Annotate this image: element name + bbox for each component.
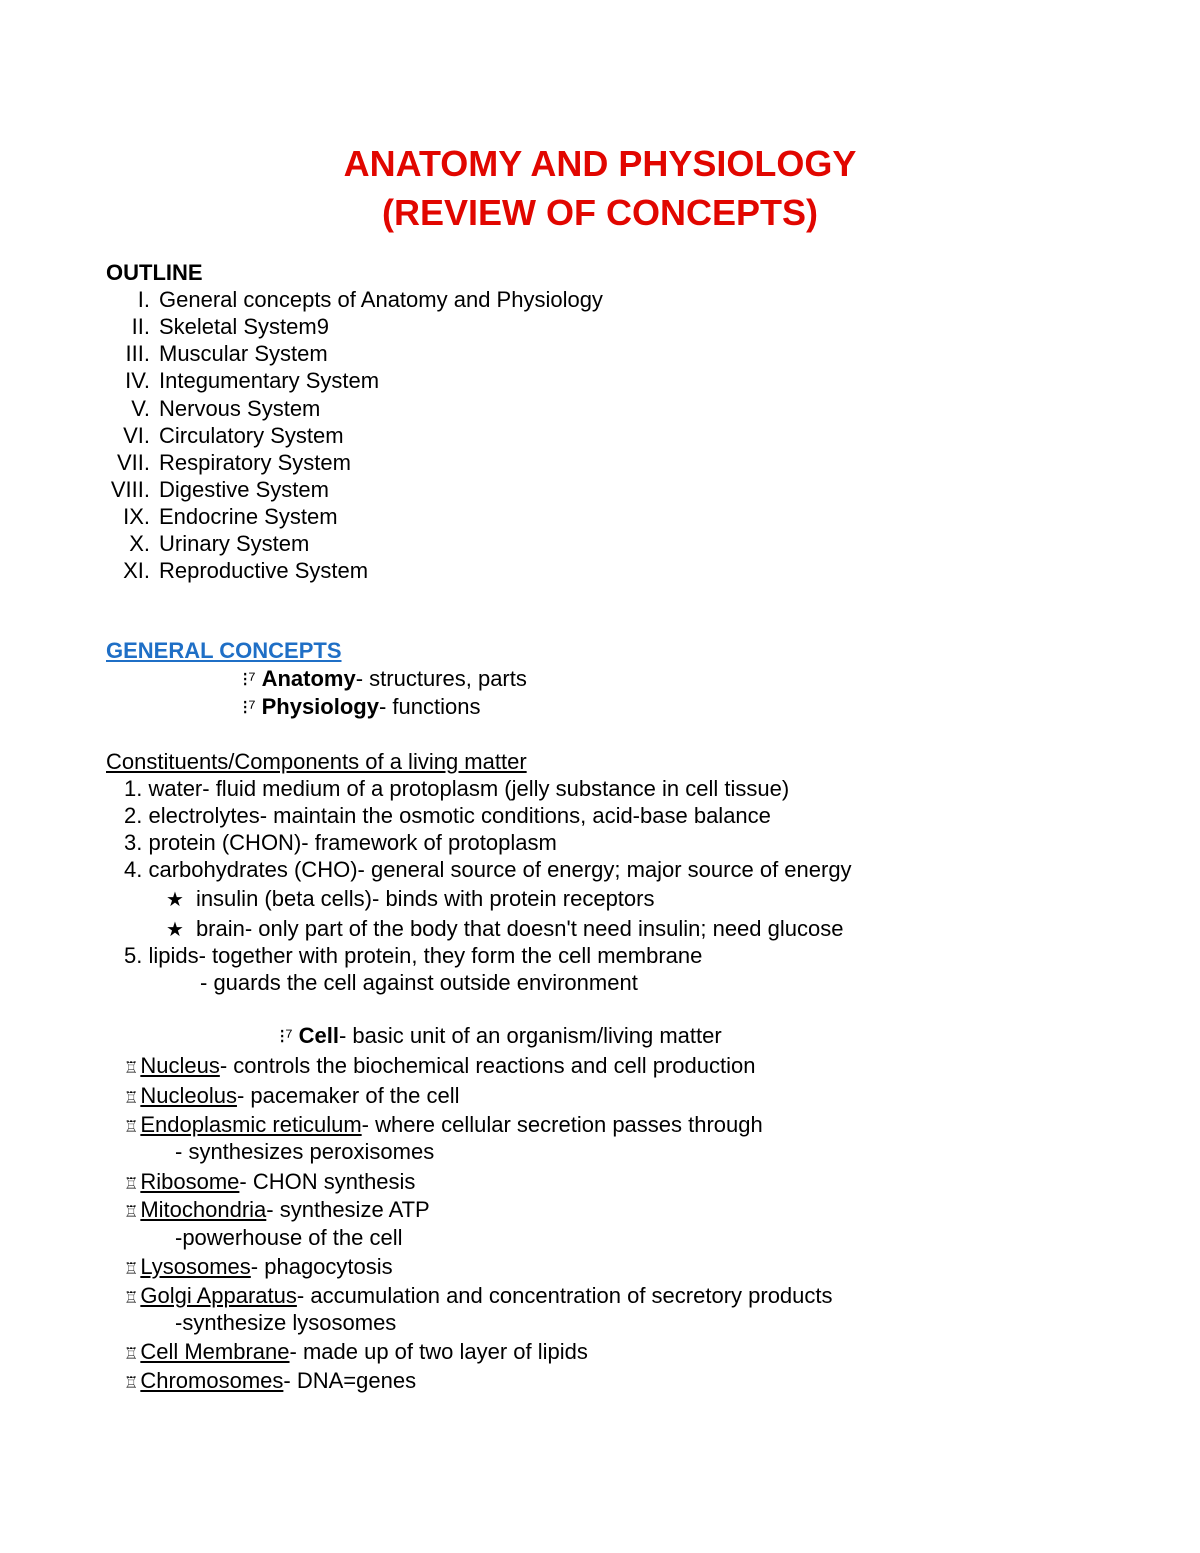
organelle-term: Endoplasmic reticulum xyxy=(140,1112,362,1137)
outline-item-number: XI. xyxy=(123,558,150,583)
organelle-term: Mitochondria xyxy=(140,1197,267,1222)
organelle-term: Nucleolus xyxy=(140,1083,237,1108)
organelle-def: - accumulation and concentration of secretory products xyxy=(296,1283,833,1308)
organelle-item xyxy=(124,1083,460,1112)
organelle-sub: - synthesizes peroxisomes xyxy=(175,1139,435,1164)
organelle-bullet-icon: ♖ xyxy=(124,1060,139,1077)
outline-item-text: Circulatory System xyxy=(159,423,344,448)
organelle-bullet-icon: ♖ xyxy=(124,1261,139,1278)
organelle-bullet-icon: ♖ xyxy=(124,1090,139,1107)
cell-def: - basic unit of an organism/living matter xyxy=(338,1023,722,1048)
constituent-lipids: 5. lipids- together with protein, they form the cell membrane xyxy=(124,943,703,968)
constituents-heading: Constituents/Components of a living matter xyxy=(106,749,527,774)
organelle-bullet-icon: ♖ xyxy=(124,1346,139,1363)
organelle-bullet-icon: ♖ xyxy=(124,1119,139,1136)
cell-term: Cell xyxy=(298,1023,339,1048)
bullet-icon: ⁝⁷ xyxy=(279,1026,293,1048)
organelle-bullet-icon: ♖ xyxy=(124,1204,139,1221)
cell-definition xyxy=(279,1023,722,1050)
outline-item-text: Reproductive System xyxy=(159,558,369,583)
organelle-def: - synthesize ATP xyxy=(266,1197,430,1222)
organelle-bullet-icon: ♖ xyxy=(124,1375,139,1392)
document-title-line2: (REVIEW OF CONCEPTS) xyxy=(381,192,818,233)
anatomy-term: Anatomy xyxy=(261,666,356,691)
outline-item-number: IX. xyxy=(123,504,150,529)
organelle-term: Nucleus xyxy=(140,1053,220,1078)
organelle-term: Ribosome xyxy=(140,1169,240,1194)
outline-item-text: Digestive System xyxy=(159,477,329,502)
organelle-item xyxy=(124,1368,416,1397)
constituent-lipids-sub: - guards the cell against outside environment xyxy=(200,970,638,995)
bullet-icon: ⁝⁷ xyxy=(242,669,256,691)
organelle-sub: -synthesize lysosomes xyxy=(175,1310,397,1335)
physiology-term: Physiology xyxy=(261,694,379,719)
star-item: ★ insulin (beta cells)- binds with protein receptors xyxy=(166,886,655,911)
physiology-definition xyxy=(242,694,480,721)
outline-item-text: Urinary System xyxy=(159,531,310,556)
constituent-item: 1. water- fluid medium of a protoplasm (jelly substance in cell tissue) xyxy=(124,776,790,801)
organelle-bullet-icon: ♖ xyxy=(124,1176,139,1193)
outline-item-number: VII. xyxy=(116,450,150,475)
outline-item-number: IV. xyxy=(125,368,150,393)
physiology-def: - functions xyxy=(378,694,481,719)
organelle-sub: -powerhouse of the cell xyxy=(175,1225,403,1250)
organelle-item xyxy=(124,1112,763,1141)
outline-item-text: Respiratory System xyxy=(159,450,351,475)
organelle-term: Chromosomes xyxy=(140,1368,284,1393)
organelle-def: - DNA=genes xyxy=(283,1368,417,1393)
outline-item-number: VIII. xyxy=(110,477,150,502)
outline-item-number: X. xyxy=(129,531,150,556)
star-icon: ★ xyxy=(166,919,184,941)
outline-item-number: V. xyxy=(131,396,150,421)
outline-item-text: Nervous System xyxy=(159,396,321,421)
constituent-item: 4. carbohydrates (CHO)- general source of energy; major source of energy xyxy=(124,857,852,882)
document-title-line1: ANATOMY AND PHYSIOLOGY xyxy=(343,143,857,184)
outline-item-text: General concepts of Anatomy and Physiology xyxy=(159,287,603,312)
outline-item-number: I. xyxy=(137,287,150,312)
organelle-item xyxy=(124,1254,393,1283)
bullet-icon: ⁝⁷ xyxy=(242,697,256,719)
organelle-item xyxy=(124,1339,588,1368)
star-item: ★ brain- only part of the body that doesn't need insulin; need glucose xyxy=(166,916,844,941)
anatomy-definition xyxy=(242,666,527,693)
organelle-def: - controls the biochemical reactions and cell production xyxy=(219,1053,756,1078)
organelle-item xyxy=(124,1053,755,1082)
organelle-def: - pacemaker of the cell xyxy=(236,1083,460,1108)
outline-item-number: II. xyxy=(131,314,150,339)
star-icon: ★ xyxy=(166,889,184,911)
constituent-item: 2. electrolytes- maintain the osmotic conditions, acid-base balance xyxy=(124,803,771,828)
outline-heading: OUTLINE xyxy=(106,260,203,285)
organelle-def: - where cellular secretion passes through xyxy=(361,1112,763,1137)
organelle-bullet-icon: ♖ xyxy=(124,1290,139,1307)
constituent-item: 3. protein (CHON)- framework of protoplasm xyxy=(124,830,557,855)
outline-item-text: Muscular System xyxy=(159,341,328,366)
organelle-def: - made up of two layer of lipids xyxy=(289,1339,588,1364)
outline-item-text: Endocrine System xyxy=(159,504,338,529)
organelle-def: - phagocytosis xyxy=(250,1254,393,1279)
organelle-term: Golgi Apparatus xyxy=(140,1283,297,1308)
general-concepts-heading: GENERAL CONCEPTS xyxy=(106,638,342,663)
organelle-def: - CHON synthesis xyxy=(239,1169,416,1194)
outline-item-number: VI. xyxy=(123,423,150,448)
organelle-item xyxy=(124,1197,430,1226)
outline-item-number: III. xyxy=(125,341,150,366)
organelle-term: Lysosomes xyxy=(140,1254,251,1279)
organelle-term: Cell Membrane xyxy=(140,1339,290,1364)
outline-item-text: Integumentary System xyxy=(159,368,380,393)
outline-item-text: Skeletal System9 xyxy=(159,314,329,339)
organelle-item xyxy=(124,1169,415,1198)
organelle-item xyxy=(124,1283,833,1312)
anatomy-def: - structures, parts xyxy=(355,666,527,691)
